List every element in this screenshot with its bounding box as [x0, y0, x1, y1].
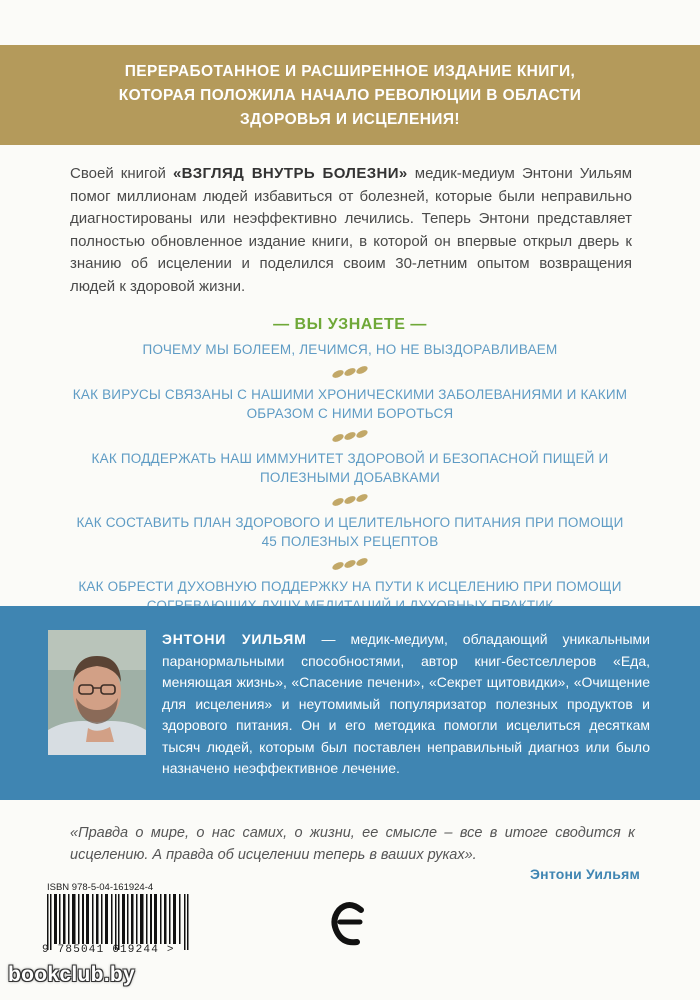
- leaf-divider-icon: [70, 359, 630, 385]
- banner-line: ПЕРЕРАБОТАННОЕ И РАСШИРЕННОЕ ИЗДАНИЕ КНИГИ,: [124, 63, 576, 80]
- publisher-logo-icon: [331, 900, 367, 948]
- banner-line: ЗДОРОВЬЯ И ИСЦЕЛЕНИЯ!: [240, 111, 460, 128]
- author-bio-text: — медик-медиум, обладающий уникальными паранормальными способностями, автор книг-бестселлеров «Еда, меняющая жизнь», «Спасение печени», «Секрет щитовидки», «Очищение для исцеления» и неутомимый популяризатор полезных продуктов и здорового питания. Он и его методика помогли исцелиться десяткам тысяч людей, которым был поставлен неправильный диагноз или было назначено неэффективное лечение.: [162, 631, 650, 776]
- list-item: КАК СОСТАВИТЬ ПЛАН ЗДОРОВОГО И ЦЕЛИТЕЛЬНОГО ПИТАНИЯ ПРИ ПОМОЩИ 45 ПОЛЕЗНЫХ РЕЦЕПТОВ: [76, 515, 624, 549]
- author-name: ЭНТОНИ УИЛЬЯМ: [162, 631, 307, 647]
- learn-list: [70, 340, 630, 615]
- author-quote: «Правда о мире, о нас самих, о жизни, ее смысле – все в итоге сводится к исцелению. А правда об исцелении теперь в ваших руках».: [70, 825, 635, 863]
- intro-text-start: Своей книгой: [70, 165, 173, 182]
- barcode-icon: [45, 894, 193, 950]
- leaf-divider-icon: [70, 551, 630, 577]
- top-banner: [0, 45, 700, 145]
- list-item: КАК ВИРУСЫ СВЯЗАНЫ С НАШИМИ ХРОНИЧЕСКИМИ ЗАБОЛЕВАНИЯМИ И КАКИМ ОБРАЗОМ С НИМИ БОРОТЬСЯ: [72, 387, 628, 421]
- banner-line: КОТОРАЯ ПОЛОЖИЛА НАЧАЛО РЕВОЛЮЦИИ В ОБЛАСТИ: [118, 87, 582, 104]
- quote-author: Энтони Уильям: [530, 866, 640, 882]
- leaf-divider-icon: [70, 423, 630, 449]
- list-item: КАК ПОДДЕРЖАТЬ НАШ ИММУНИТЕТ ЗДОРОВОЙ И БЕЗОПАСНОЙ ПИЩЕЙ И ПОЛЕЗНЫМИ ДОБАВКАМИ: [91, 451, 609, 485]
- learn-heading: — ВЫ УЗНАЕТЕ —: [273, 316, 427, 333]
- list-item: КАК ОБРЕСТИ ДУХОВНУЮ ПОДДЕРЖКУ НА ПУТИ К ИСЦЕЛЕНИЮ ПРИ ПОМОЩИ: [78, 579, 622, 594]
- isbn-label: ISBN 978-5-04-161924-4: [47, 882, 154, 893]
- list-item: ПОЧЕМУ МЫ БОЛЕЕМ, ЛЕЧИМСЯ, НО НЕ ВЫЗДОРАВЛИВАЕМ: [142, 342, 558, 357]
- author-photo: [48, 630, 146, 755]
- intro-text-rest: медик-медиум Энтони Уильям помог миллионам людей избавиться от болезней, которые были неправильно диагностированы или неэффективно лечились. Теперь Энтони представляет полностью обновленное издание книги, в которой он впервые открыл дверь к знанию об исцелении и поделился своим 30-летним опытом возвращения людей к здоровой жизни.: [70, 165, 633, 295]
- author-bio: [162, 629, 650, 780]
- watermark-text: bookclub.by: [8, 963, 135, 986]
- book-title: «ВЗГЛЯД ВНУТРЬ БОЛЕЗНИ»: [172, 165, 408, 182]
- leaf-divider-icon: [70, 487, 630, 513]
- intro-paragraph: [70, 163, 632, 298]
- barcode-digits: 9 785041 619244 >: [42, 944, 175, 956]
